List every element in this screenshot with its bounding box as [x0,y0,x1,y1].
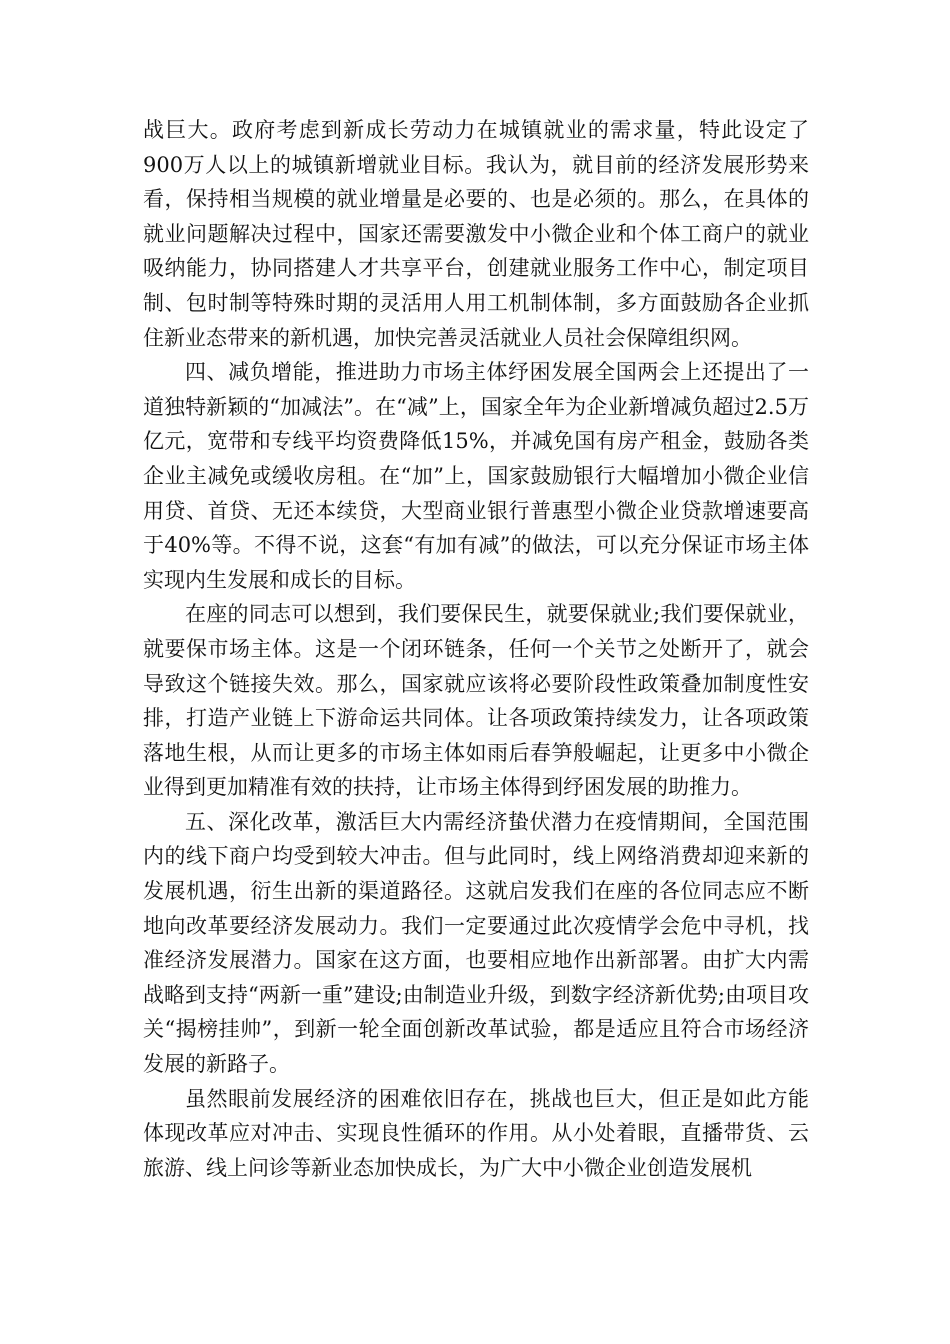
paragraph-protect-market-entities: 在座的同志可以想到，我们要保民生，就要保就业;我们要保就业，就要保市场主体。这是一个闭环链条，任何一个关节之处断开了，就会导致这个链接失效。那么，国家就应该将必要阶段性政策叠加制度性安排，打造产业链上下游命运共同体。让各项政策持续发力，让各项政策落地生根，从而让更多的市场主体如雨后春笋般崛起，让更多中小微企业得到更加精准有效的扶持，让市场主体得到纾困发展的助推力。 [143,602,809,800]
document-page [143,113,809,1185]
paragraph-employment-target: 战巨大。政府考虑到新成长劳动力在城镇就业的需求量，特此设定了900万人以上的城镇新增就业目标。我认为，就目前的经济发展形势来看，保持相当规模的就业增量是必要的、也是必须的。那么，在具体的就业问题解决过程中，国家还需要激发中小微企业和个体工商户的就业吸纳能力，协同搭建人才共享平台，创建就业服务工作中心，制定项目制、包时制等特殊时期的灵活用人用工机制体制，多方面鼓励各企业抓住新业态带来的新机遇，加快完善灵活就业人员社会保障组织网。 [143,118,809,350]
paragraph-section-four-burden-reduction: 四、减负增能，推进助力市场主体纾困发展全国两会上还提出了一道独特新颖的“加减法”。在“减”上，国家全年为企业新增减负超过2.5万亿元，宽带和专线平均资费降低15%，并减免国有房产租金，鼓励各类企业主减免或缓收房租。在“加”上，国家鼓励银行大幅增加小微企业信用贷、首贷、无还本续贷，大型商业银行普惠型小微企业贷款增速要高于40%等。不得不说，这套“有加有减”的做法，可以充分保证市场主体实现内生发展和成长的目标。 [143,360,809,592]
paragraph-section-five-deepen-reform: 五、深化改革，激活巨大内需经济蛰伏潜力在疫情期间，全国范围内的线下商户均受到较大冲击。但与此同时，线上网络消费却迎来新的发展机遇，衍生出新的渠道路径。这就启发我们在座的各位同志应不断地向改革要经济发展动力。我们一定要通过此次疫情学会危中寻机，找准经济发展潜力。国家在这方面，也要相应地作出新部署。由扩大内需战略到支持“两新一重”建设;由制造业升级，到数字经济新优势;由项目攻关“揭榜挂帅”，到新一轮全面创新改革试验，都是适应且符合市场经济发展的新路子。 [143,809,809,1077]
paragraph-new-business-forms: 虽然眼前发展经济的困难依旧存在，挑战也巨大，但正是如此方能体现改革应对冲击、实现良性循环的作用。从小处着眼，直播带货、云旅游、线上问诊等新业态加快成长，为广大中小微企业创造发展机 [143,1086,809,1180]
